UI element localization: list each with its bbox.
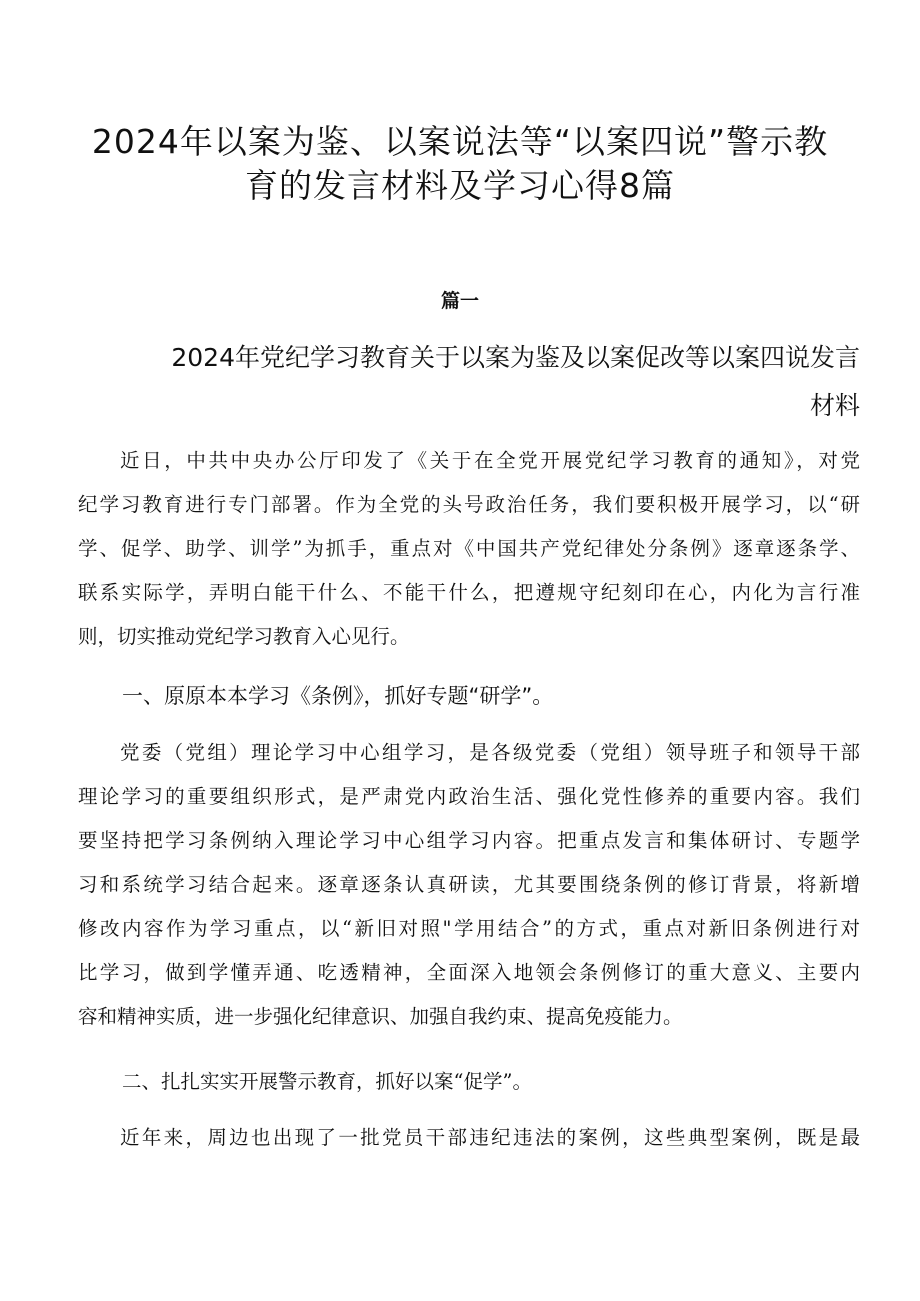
paragraph-2-line: 要坚持把学习条例纳入理论学习中心组学习内容。把重点发言和集体研讨、专题学	[78, 829, 860, 852]
section-heading-1: 一、原原本本学习《条例》，抓好专题“研学”。	[122, 684, 554, 708]
subtitle-line-1: 2024年党纪学习教育关于以案为鉴及以案促改等以案四说发言	[171, 343, 860, 372]
paragraph-1-line: 纪学习教育进行专门部署。作为全党的头号政治任务，我们要积极开展学习，以“研	[78, 493, 860, 516]
section-heading-2: 二、扎扎实实开展警示教育，抓好以案“促学”。	[122, 1070, 532, 1093]
paragraph-2-line: 比学习，做到学懂弄通、吃透精神，全面深入地领会条例修订的重大意义、主要内	[78, 961, 860, 984]
paragraph-1-line: 学、促学、助学、训学”为抓手，重点对《中国共产党纪律处分条例》逐章逐条学、	[78, 537, 860, 560]
paragraph-3-line: 近年来，周边也出现了一批党员干部违纪违法的案例，这些典型案例，既是最	[120, 1126, 860, 1149]
document-title-line-1: 2024年以案为鉴、以案说法等“以案四说”警示教	[91, 122, 829, 161]
paragraph-1-line: 则，切实推动党纪学习教育入心见行。	[78, 625, 410, 648]
subtitle-line-2: 材料	[809, 391, 860, 420]
paragraph-2-line: 理论学习的重要组织形式，是严肃党内政治生活、强化党性修养的重要内容。我们	[78, 785, 860, 808]
paragraph-1-line: 近日，中共中央办公厅印发了《关于在全党开展党纪学习教育的通知》，对党	[120, 449, 860, 472]
paragraph-2-line: 党委（党组）理论学习中心组学习，是各级党委（党组）领导班子和领导干部	[120, 741, 860, 764]
section-label: 篇一	[440, 290, 479, 312]
paragraph-2-line: 容和精神实质，进一步强化纪律意识、加强自我约束、提高免疫能力。	[78, 1005, 683, 1028]
paragraph-2-line: 习和系统学习结合起来。逐章逐条认真研读，尤其要围绕条例的修订背景，将新增	[78, 873, 860, 896]
paragraph-1-line: 联系实际学，弄明白能干什么、不能干什么，把遵规守纪刻印在心，内化为言行准	[78, 581, 860, 604]
paragraph-2-line: 修改内容作为学习重点，以“新旧对照"学用结合”的方式，重点对新旧条例进行对	[78, 917, 860, 940]
document-title-line-2: 育的发言材料及学习心得8篇	[245, 166, 675, 205]
